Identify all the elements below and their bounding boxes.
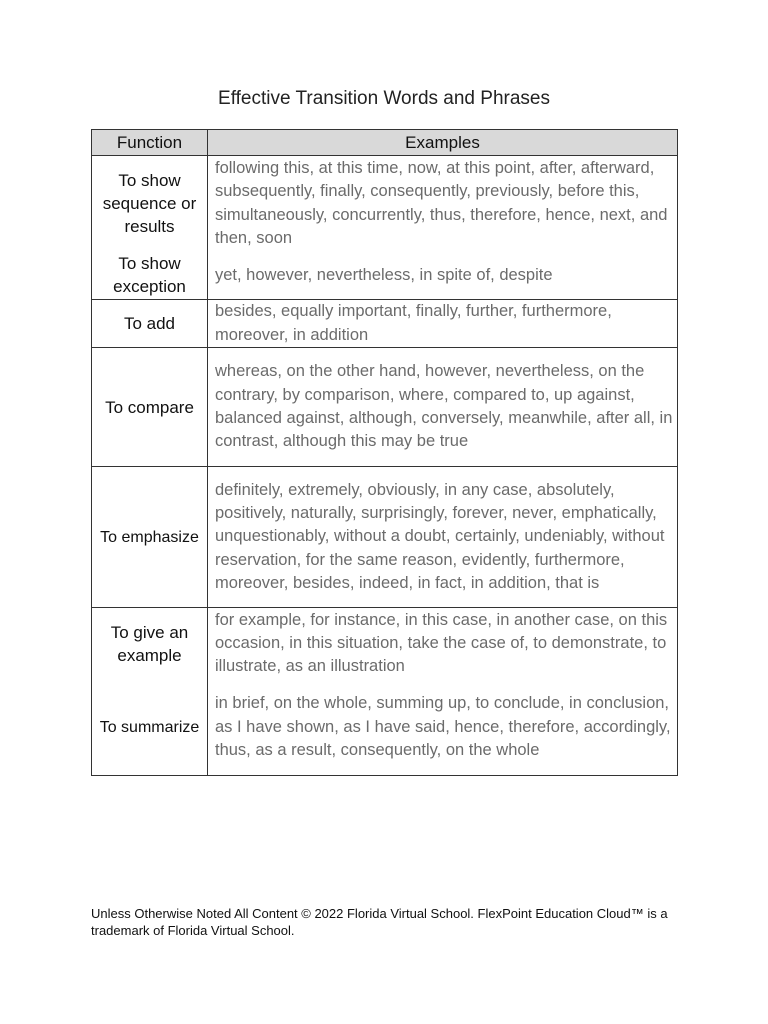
header-examples: Examples [208,130,678,156]
row-function-label: To give an example [92,608,208,680]
table-header-row [92,130,678,156]
copyright-footer: Unless Otherwise Noted All Content © 2022 Florida Virtual School. FlexPoint Education Cloud™ is a trademark of Florida Virtual School. [91,906,668,938]
row-function-label: To summarize [92,680,208,776]
row-examples: yet, however, nevertheless, in spite of, despite [208,252,678,300]
row-function-label: To add [92,300,208,348]
table-row [92,252,678,300]
row-examples: whereas, on the other hand, however, nevertheless, on the contrary, by comparison, where, compared to, up against, balanced against, although, conversely, meanwhile, after all, in contrast, although this may be true [208,348,678,467]
row-function-label: To compare [92,348,208,467]
row-examples: definitely, extremely, obviously, in any case, absolutely, positively, naturally, surprisingly, forever, never, emphatically, unquestionably, without a doubt, certainly, undeniably, without reservation, for the same reason, evidently, furthermore, moreover, besides, indeed, in fact, in addition, that is [208,467,678,608]
row-function-label: To show sequence or results [92,156,208,252]
table-row [92,348,678,467]
row-examples: for example, for instance, in this case, in another case, on this occasion, in this situation, take the case of, to demonstrate, to illustrate, as an illustration [208,608,678,680]
row-function-label: To emphasize [92,467,208,608]
table-row [92,467,678,608]
row-examples: in brief, on the whole, summing up, to conclude, in conclusion, as I have shown, as I have said, hence, therefore, accordingly, thus, as a result, consequently, on the whole [208,680,678,776]
header-function: Function [92,130,208,156]
table-row [92,608,678,680]
table-row [92,300,678,348]
table-row [92,680,678,776]
transition-words-table [91,129,678,776]
row-function-label: To show exception [92,252,208,300]
row-examples: besides, equally important, finally, further, furthermore, moreover, in addition [208,300,678,348]
row-examples: following this, at this time, now, at this point, after, afterward, subsequently, finally, consequently, previously, before this, simultaneously, concurrently, thus, therefore, hence, next, and then, soon [208,156,678,252]
page-title: Effective Transition Words and Phrases [218,88,550,109]
table-row [92,156,678,252]
